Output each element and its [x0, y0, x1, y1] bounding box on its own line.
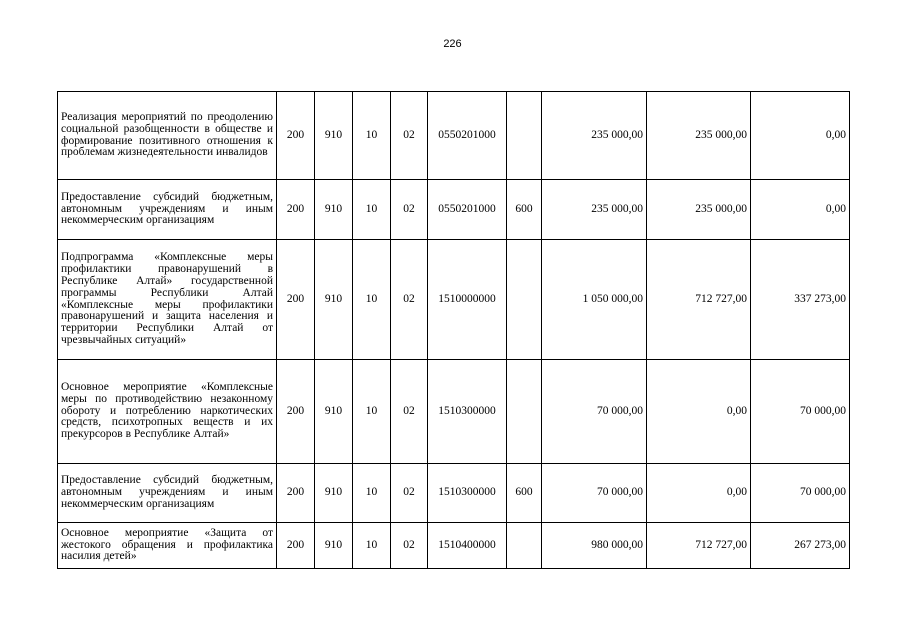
cell-col6: [507, 523, 542, 569]
cell-col6: 600: [507, 180, 542, 240]
cell-col2: 910: [315, 180, 353, 240]
cell-col4: 02: [391, 92, 428, 180]
cell-col5: 0550201000: [428, 92, 507, 180]
row-name: Реализация мероприятий по преодолению социальной разобщенности в обществе и формирование позитивного отношения к проблемам жизнедеятельности инвалидов: [58, 92, 277, 180]
cell-amount2: 712 727,00: [647, 240, 751, 360]
cell-amount3: 70 000,00: [751, 464, 850, 523]
cell-amount1: 70 000,00: [542, 360, 647, 464]
cell-col6: [507, 92, 542, 180]
cell-col3: 10: [353, 464, 391, 523]
table-row: [58, 240, 850, 360]
cell-col6: [507, 240, 542, 360]
cell-col2: 910: [315, 360, 353, 464]
cell-col1: 200: [277, 464, 315, 523]
cell-amount1: 235 000,00: [542, 180, 647, 240]
cell-amount1: 980 000,00: [542, 523, 647, 569]
table-row: [58, 360, 850, 464]
table-row: [58, 464, 850, 523]
cell-amount3: 0,00: [751, 92, 850, 180]
cell-col5: 1510300000: [428, 360, 507, 464]
cell-col1: 200: [277, 240, 315, 360]
cell-amount1: 1 050 000,00: [542, 240, 647, 360]
cell-amount1: 70 000,00: [542, 464, 647, 523]
table-row: [58, 523, 850, 569]
cell-col5: 0550201000: [428, 180, 507, 240]
row-name: Предоставление субсидий бюджетным, автономным учреждениям и иным некоммерческим организациям: [58, 464, 277, 523]
row-name: Основное мероприятие «Защита от жестокого обращения и профилактика насилия детей»: [58, 523, 277, 569]
cell-col2: 910: [315, 464, 353, 523]
cell-col5: 1510400000: [428, 523, 507, 569]
cell-col3: 10: [353, 180, 391, 240]
cell-col2: 910: [315, 92, 353, 180]
cell-col1: 200: [277, 92, 315, 180]
cell-col3: 10: [353, 92, 391, 180]
cell-col1: 200: [277, 360, 315, 464]
cell-col5: 1510300000: [428, 464, 507, 523]
cell-col4: 02: [391, 240, 428, 360]
cell-amount3: 337 273,00: [751, 240, 850, 360]
cell-col1: 200: [277, 523, 315, 569]
cell-amount2: 0,00: [647, 464, 751, 523]
cell-amount1: 235 000,00: [542, 92, 647, 180]
cell-amount2: 0,00: [647, 360, 751, 464]
cell-col2: 910: [315, 240, 353, 360]
cell-col2: 910: [315, 523, 353, 569]
cell-col3: 10: [353, 523, 391, 569]
row-name: Предоставление субсидий бюджетным, автономным учреждениям и иным некоммерческим организациям: [58, 180, 277, 240]
cell-col3: 10: [353, 360, 391, 464]
table-row: [58, 92, 850, 180]
cell-amount3: 267 273,00: [751, 523, 850, 569]
cell-amount3: 0,00: [751, 180, 850, 240]
cell-col6: [507, 360, 542, 464]
table-row: [58, 180, 850, 240]
cell-col1: 200: [277, 180, 315, 240]
page-number: 226: [443, 38, 462, 50]
cell-col4: 02: [391, 180, 428, 240]
cell-amount2: 235 000,00: [647, 92, 751, 180]
cell-col3: 10: [353, 240, 391, 360]
row-name: Основное мероприятие «Комплексные меры по противодействию незаконному обороту и потреблению наркотических средств, психотропных веществ и их прекурсоров в Республике Алтай»: [58, 360, 277, 464]
cell-col6: 600: [507, 464, 542, 523]
cell-amount2: 712 727,00: [647, 523, 751, 569]
budget-table: [57, 91, 850, 569]
cell-amount2: 235 000,00: [647, 180, 751, 240]
cell-col4: 02: [391, 523, 428, 569]
cell-col5: 1510000000: [428, 240, 507, 360]
cell-col4: 02: [391, 464, 428, 523]
cell-amount3: 70 000,00: [751, 360, 850, 464]
cell-col4: 02: [391, 360, 428, 464]
row-name: Подпрограмма «Комплексные меры профилактики правонарушений в Республике Алтай» государственной программы Республики Алтай «Комплексные меры профилактики правонарушений и защита населения и территории Республики Алтай от чрезвычайных ситуаций»: [58, 240, 277, 360]
